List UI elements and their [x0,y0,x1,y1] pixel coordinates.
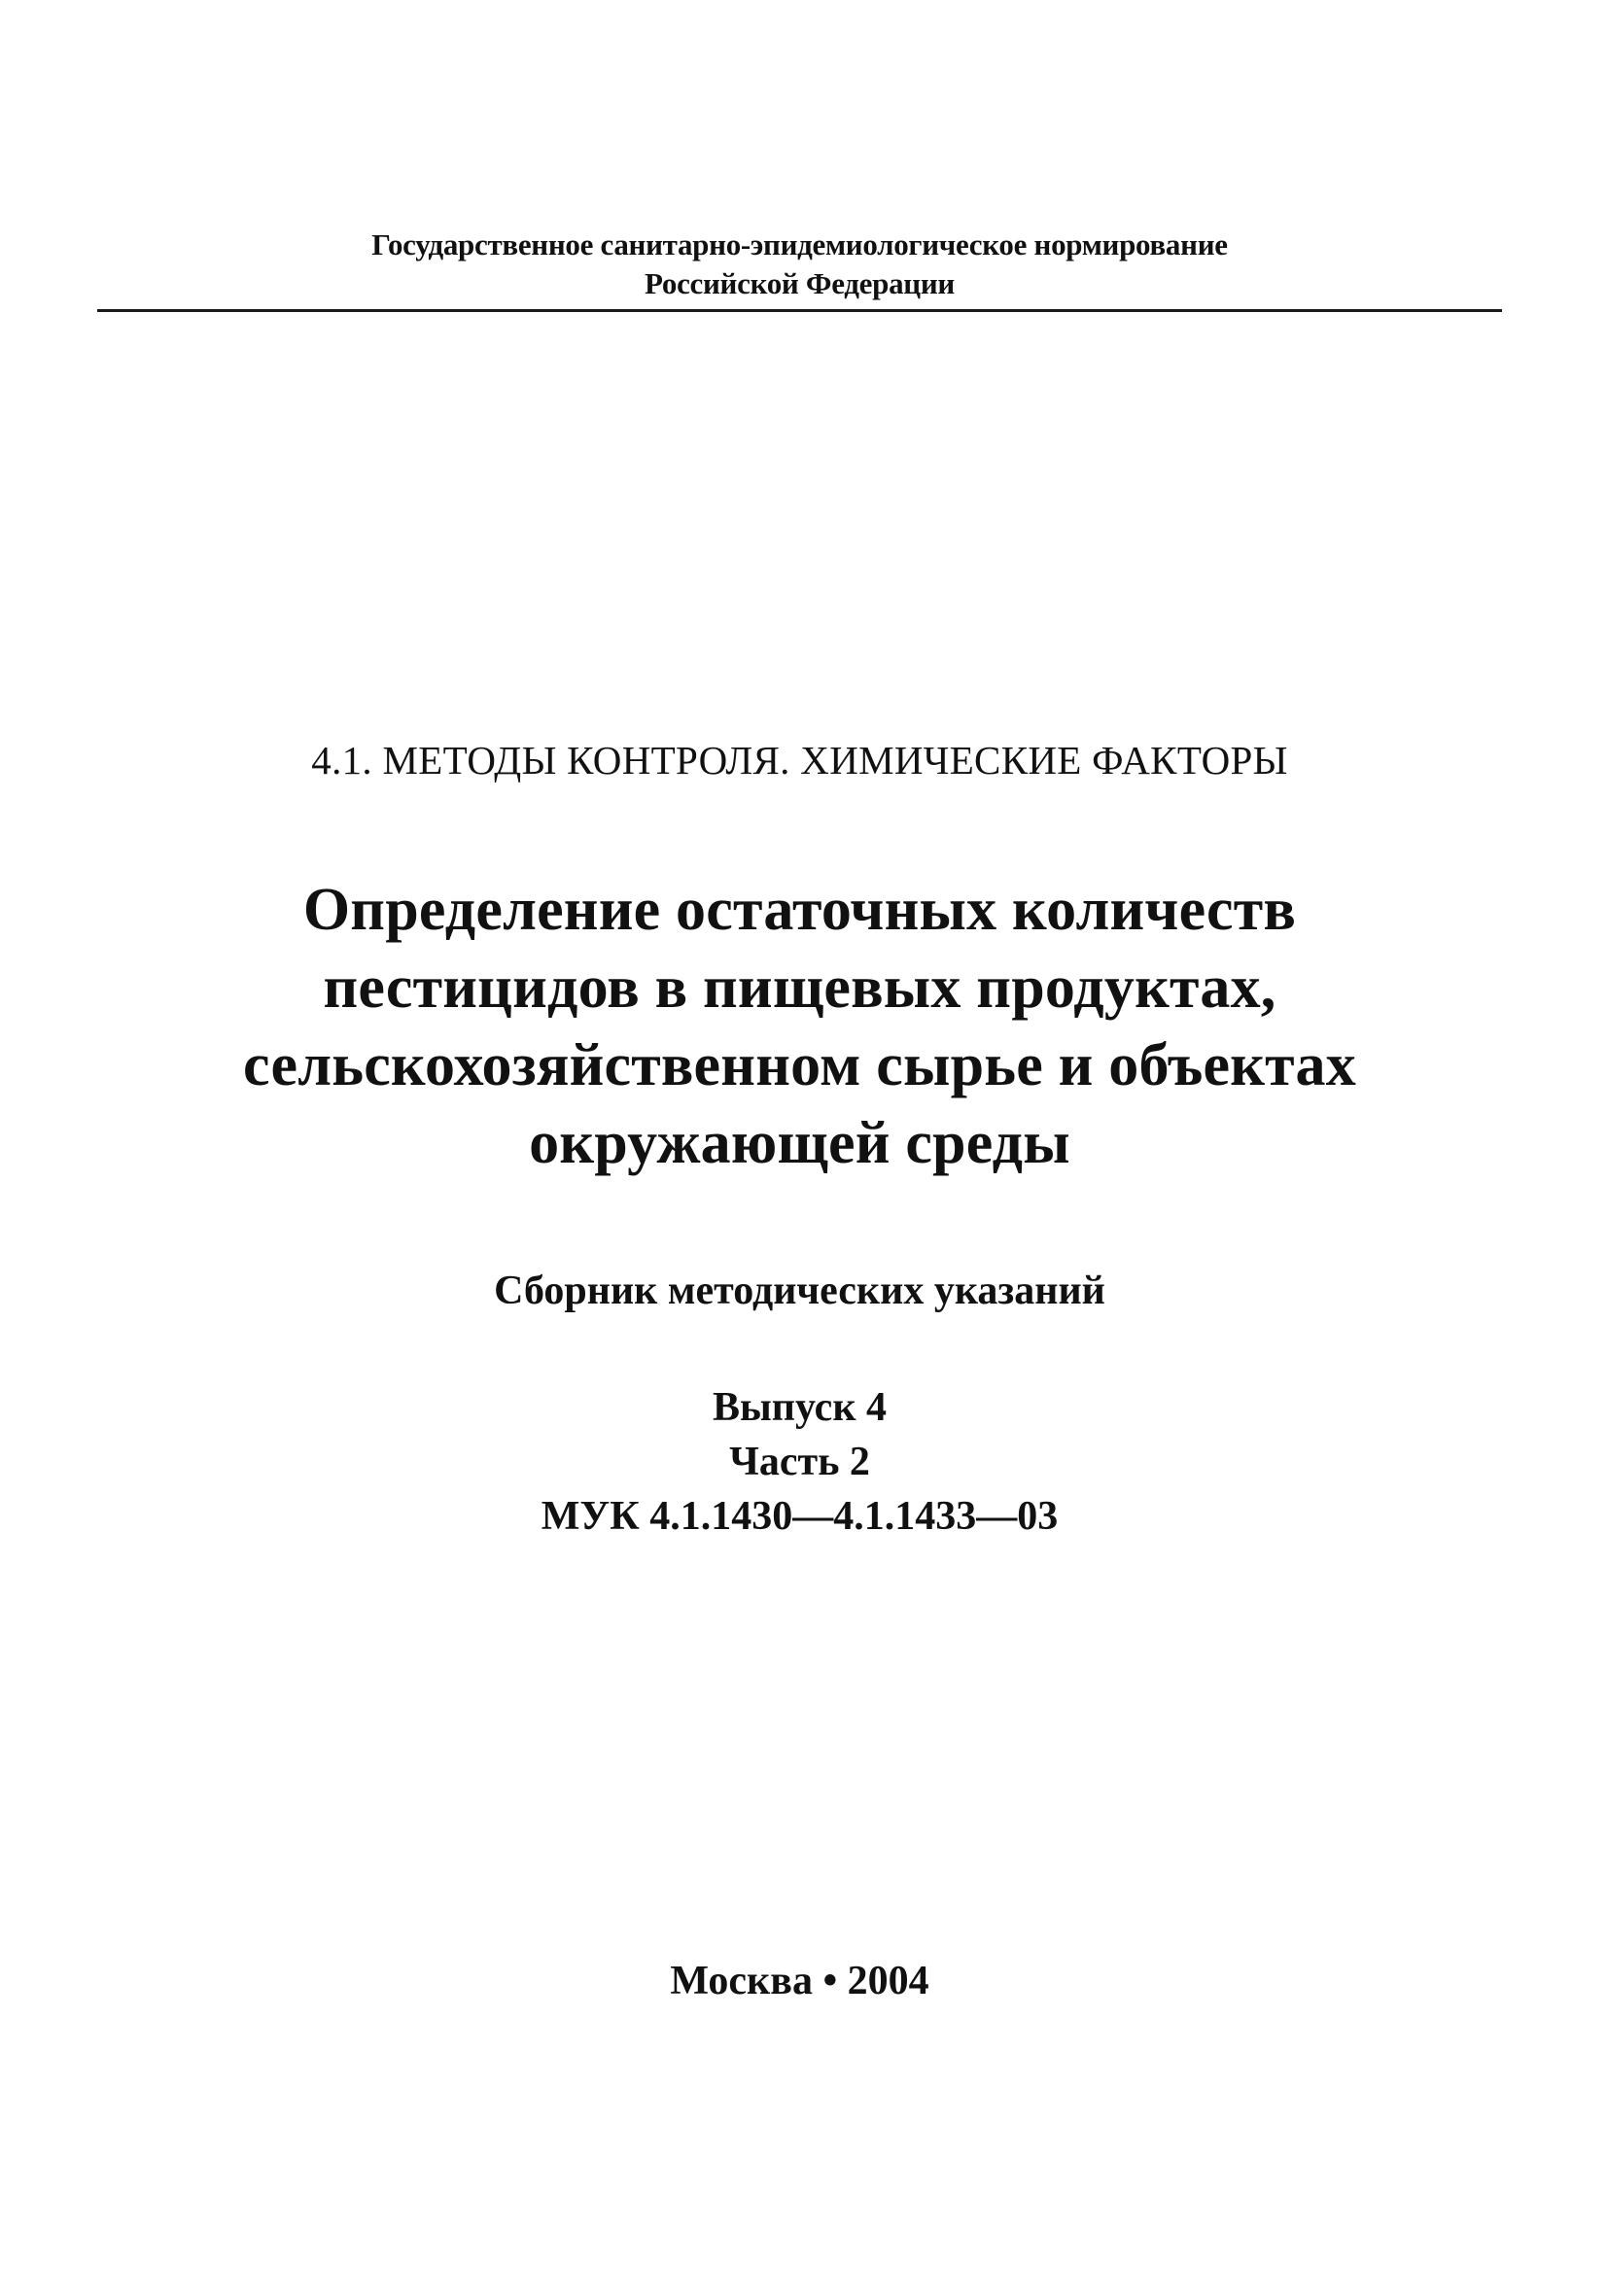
document-title-line-2: пестицидов в пищевых продуктах, [323,955,1276,1021]
document-title [97,871,1502,1182]
header-divider [97,309,1502,312]
place-and-year: Москва • 2004 [670,1959,929,2003]
issue-info [97,1380,1502,1544]
series-heading: 4.1. МЕТОДЫ КОНТРОЛЯ. ХИМИЧЕСКИЕ ФАКТОРЫ [311,738,1288,783]
issue-part: Часть 2 [729,1440,870,1484]
document-subtitle: Сборник методических указаний [494,1269,1105,1313]
publisher-header-line-1: Государственное санитарно-эпидемиологическое нормирование [371,227,1228,261]
document-title-line-4: окружающей среды [529,1110,1070,1176]
issue-code: МУК 4.1.1430—4.1.1433—03 [541,1494,1059,1539]
publisher-header [97,226,1502,303]
publisher-header-line-2: Российской Федерации [645,266,955,300]
issue-volume: Выпуск 4 [712,1385,888,1430]
document-title-line-1: Определение остаточных количеств [302,877,1297,943]
document-title-line-3: сельскохозяйственном сырье и объектах [243,1032,1356,1098]
